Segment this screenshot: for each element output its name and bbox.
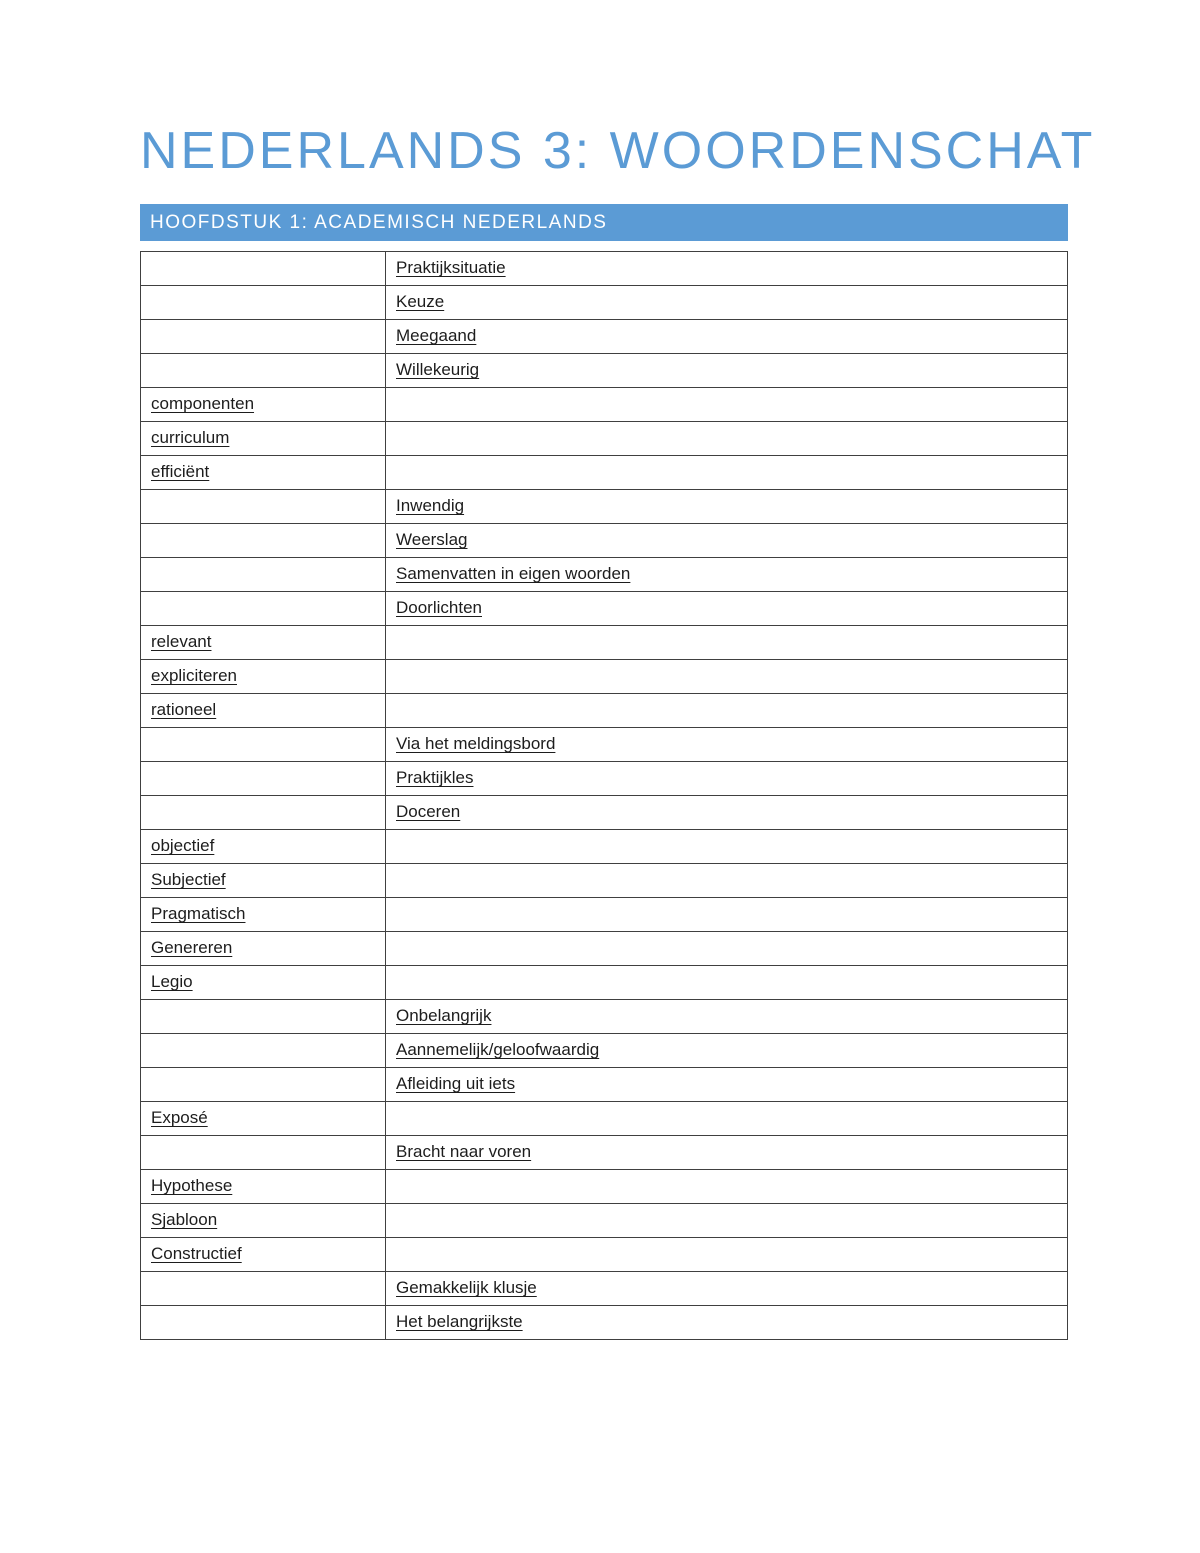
- definition-cell: [386, 1067, 1068, 1101]
- term-cell: [141, 1203, 386, 1237]
- definition-cell: [386, 965, 1068, 999]
- table-row: [141, 387, 1068, 421]
- section-header: [140, 204, 1068, 241]
- definition-text: Aannemelijk/geloofwaardig: [396, 1040, 600, 1060]
- table-row: [141, 965, 1068, 999]
- definition-cell: [386, 863, 1068, 897]
- definition-cell: [386, 829, 1068, 863]
- table-row: [141, 557, 1068, 591]
- term-text: Subjectief: [151, 870, 226, 890]
- term-cell: [141, 1305, 386, 1339]
- term-text: curriculum: [151, 428, 230, 448]
- term-cell: [141, 863, 386, 897]
- term-cell: [141, 1271, 386, 1305]
- definition-text: Afleiding uit iets: [396, 1074, 516, 1094]
- term-cell: [141, 931, 386, 965]
- term-text: Constructief: [151, 1244, 242, 1264]
- definition-cell: [386, 319, 1068, 353]
- table-row: [141, 727, 1068, 761]
- definition-cell: [386, 1033, 1068, 1067]
- definition-cell: [386, 557, 1068, 591]
- term-cell: [141, 489, 386, 523]
- term-cell: [141, 353, 386, 387]
- term-text: Sjabloon: [151, 1210, 218, 1230]
- term-text: Genereren: [151, 938, 233, 958]
- term-cell: [141, 795, 386, 829]
- definition-cell: [386, 387, 1068, 421]
- table-row: [141, 1067, 1068, 1101]
- term-cell: [141, 693, 386, 727]
- definition-cell: [386, 693, 1068, 727]
- term-cell: [141, 965, 386, 999]
- definition-cell: [386, 523, 1068, 557]
- table-row: [141, 863, 1068, 897]
- table-row: [141, 999, 1068, 1033]
- definition-text: Praktijkles: [396, 768, 474, 788]
- term-cell: [141, 591, 386, 625]
- term-text: relevant: [151, 632, 212, 652]
- definition-cell: [386, 999, 1068, 1033]
- term-text: efficiënt: [151, 462, 210, 482]
- table-row: [141, 897, 1068, 931]
- term-text: Hypothese: [151, 1176, 233, 1196]
- definition-cell: [386, 1101, 1068, 1135]
- definition-text: Weerslag: [396, 530, 468, 550]
- definition-cell: [386, 1237, 1068, 1271]
- definition-text: Gemakkelijk klusje: [396, 1278, 537, 1298]
- definition-text: Inwendig: [396, 496, 465, 516]
- definition-text: Doorlichten: [396, 598, 482, 618]
- term-cell: [141, 387, 386, 421]
- definition-cell: [386, 1203, 1068, 1237]
- table-row: [141, 455, 1068, 489]
- table-row: [141, 591, 1068, 625]
- table-row: [141, 1135, 1068, 1169]
- section-header-label: HOOFDSTUK 1: ACADEMISCH NEDERLANDS: [150, 211, 608, 233]
- definition-cell: [386, 489, 1068, 523]
- table-row: [141, 489, 1068, 523]
- term-cell: [141, 1135, 386, 1169]
- table-row: [141, 1237, 1068, 1271]
- definition-text: Samenvatten in eigen woorden: [396, 564, 631, 584]
- term-cell: [141, 319, 386, 353]
- definition-cell: [386, 455, 1068, 489]
- term-text: rationeel: [151, 700, 217, 720]
- definition-text: Via het meldingsbord: [396, 734, 556, 754]
- term-cell: [141, 285, 386, 319]
- table-row: [141, 1203, 1068, 1237]
- term-text: Exposé: [151, 1108, 208, 1128]
- table-row: [141, 761, 1068, 795]
- definition-cell: [386, 1135, 1068, 1169]
- vocabulary-table-body: [141, 251, 1068, 1339]
- table-row: [141, 625, 1068, 659]
- term-cell: [141, 625, 386, 659]
- definition-cell: [386, 795, 1068, 829]
- table-row: [141, 795, 1068, 829]
- definition-text: Bracht naar voren: [396, 1142, 532, 1162]
- table-row: [141, 251, 1068, 285]
- definition-cell: [386, 625, 1068, 659]
- table-row: [141, 285, 1068, 319]
- term-cell: [141, 999, 386, 1033]
- table-row: [141, 1169, 1068, 1203]
- term-text: Pragmatisch: [151, 904, 246, 924]
- term-cell: [141, 897, 386, 931]
- definition-text: Doceren: [396, 802, 461, 822]
- table-row: [141, 353, 1068, 387]
- definition-cell: [386, 251, 1068, 285]
- definition-cell: [386, 727, 1068, 761]
- definition-text: Het belangrijkste: [396, 1312, 523, 1332]
- term-cell: [141, 251, 386, 285]
- term-text: objectief: [151, 836, 215, 856]
- term-text: componenten: [151, 394, 255, 414]
- definition-cell: [386, 1169, 1068, 1203]
- definition-text: Praktijksituatie: [396, 258, 506, 278]
- term-cell: [141, 557, 386, 591]
- table-row: [141, 1033, 1068, 1067]
- table-row: [141, 829, 1068, 863]
- term-text: Legio: [151, 972, 193, 992]
- definition-text: Willekeurig: [396, 360, 480, 380]
- vocabulary-table: [140, 251, 1068, 1340]
- term-text: expliciteren: [151, 666, 237, 686]
- table-row: [141, 931, 1068, 965]
- table-row: [141, 319, 1068, 353]
- table-row: [141, 659, 1068, 693]
- table-row: [141, 1305, 1068, 1339]
- document-title: NEDERLANDS 3: WOORDENSCHAT: [140, 122, 1096, 180]
- definition-text: Meegaand: [396, 326, 477, 346]
- table-row: [141, 1271, 1068, 1305]
- definition-cell: [386, 353, 1068, 387]
- definition-cell: [386, 1305, 1068, 1339]
- term-cell: [141, 1169, 386, 1203]
- term-cell: [141, 829, 386, 863]
- definition-cell: [386, 1271, 1068, 1305]
- definition-cell: [386, 421, 1068, 455]
- term-cell: [141, 727, 386, 761]
- term-cell: [141, 1101, 386, 1135]
- term-cell: [141, 455, 386, 489]
- definition-cell: [386, 897, 1068, 931]
- definition-cell: [386, 285, 1068, 319]
- term-cell: [141, 421, 386, 455]
- term-cell: [141, 659, 386, 693]
- term-cell: [141, 1033, 386, 1067]
- term-cell: [141, 523, 386, 557]
- definition-cell: [386, 761, 1068, 795]
- term-cell: [141, 761, 386, 795]
- definition-cell: [386, 659, 1068, 693]
- term-cell: [141, 1237, 386, 1271]
- definition-cell: [386, 591, 1068, 625]
- definition-text: Onbelangrijk: [396, 1006, 492, 1026]
- table-row: [141, 693, 1068, 727]
- term-cell: [141, 1067, 386, 1101]
- definition-text: Keuze: [396, 292, 445, 312]
- table-row: [141, 1101, 1068, 1135]
- table-row: [141, 523, 1068, 557]
- table-row: [141, 421, 1068, 455]
- definition-cell: [386, 931, 1068, 965]
